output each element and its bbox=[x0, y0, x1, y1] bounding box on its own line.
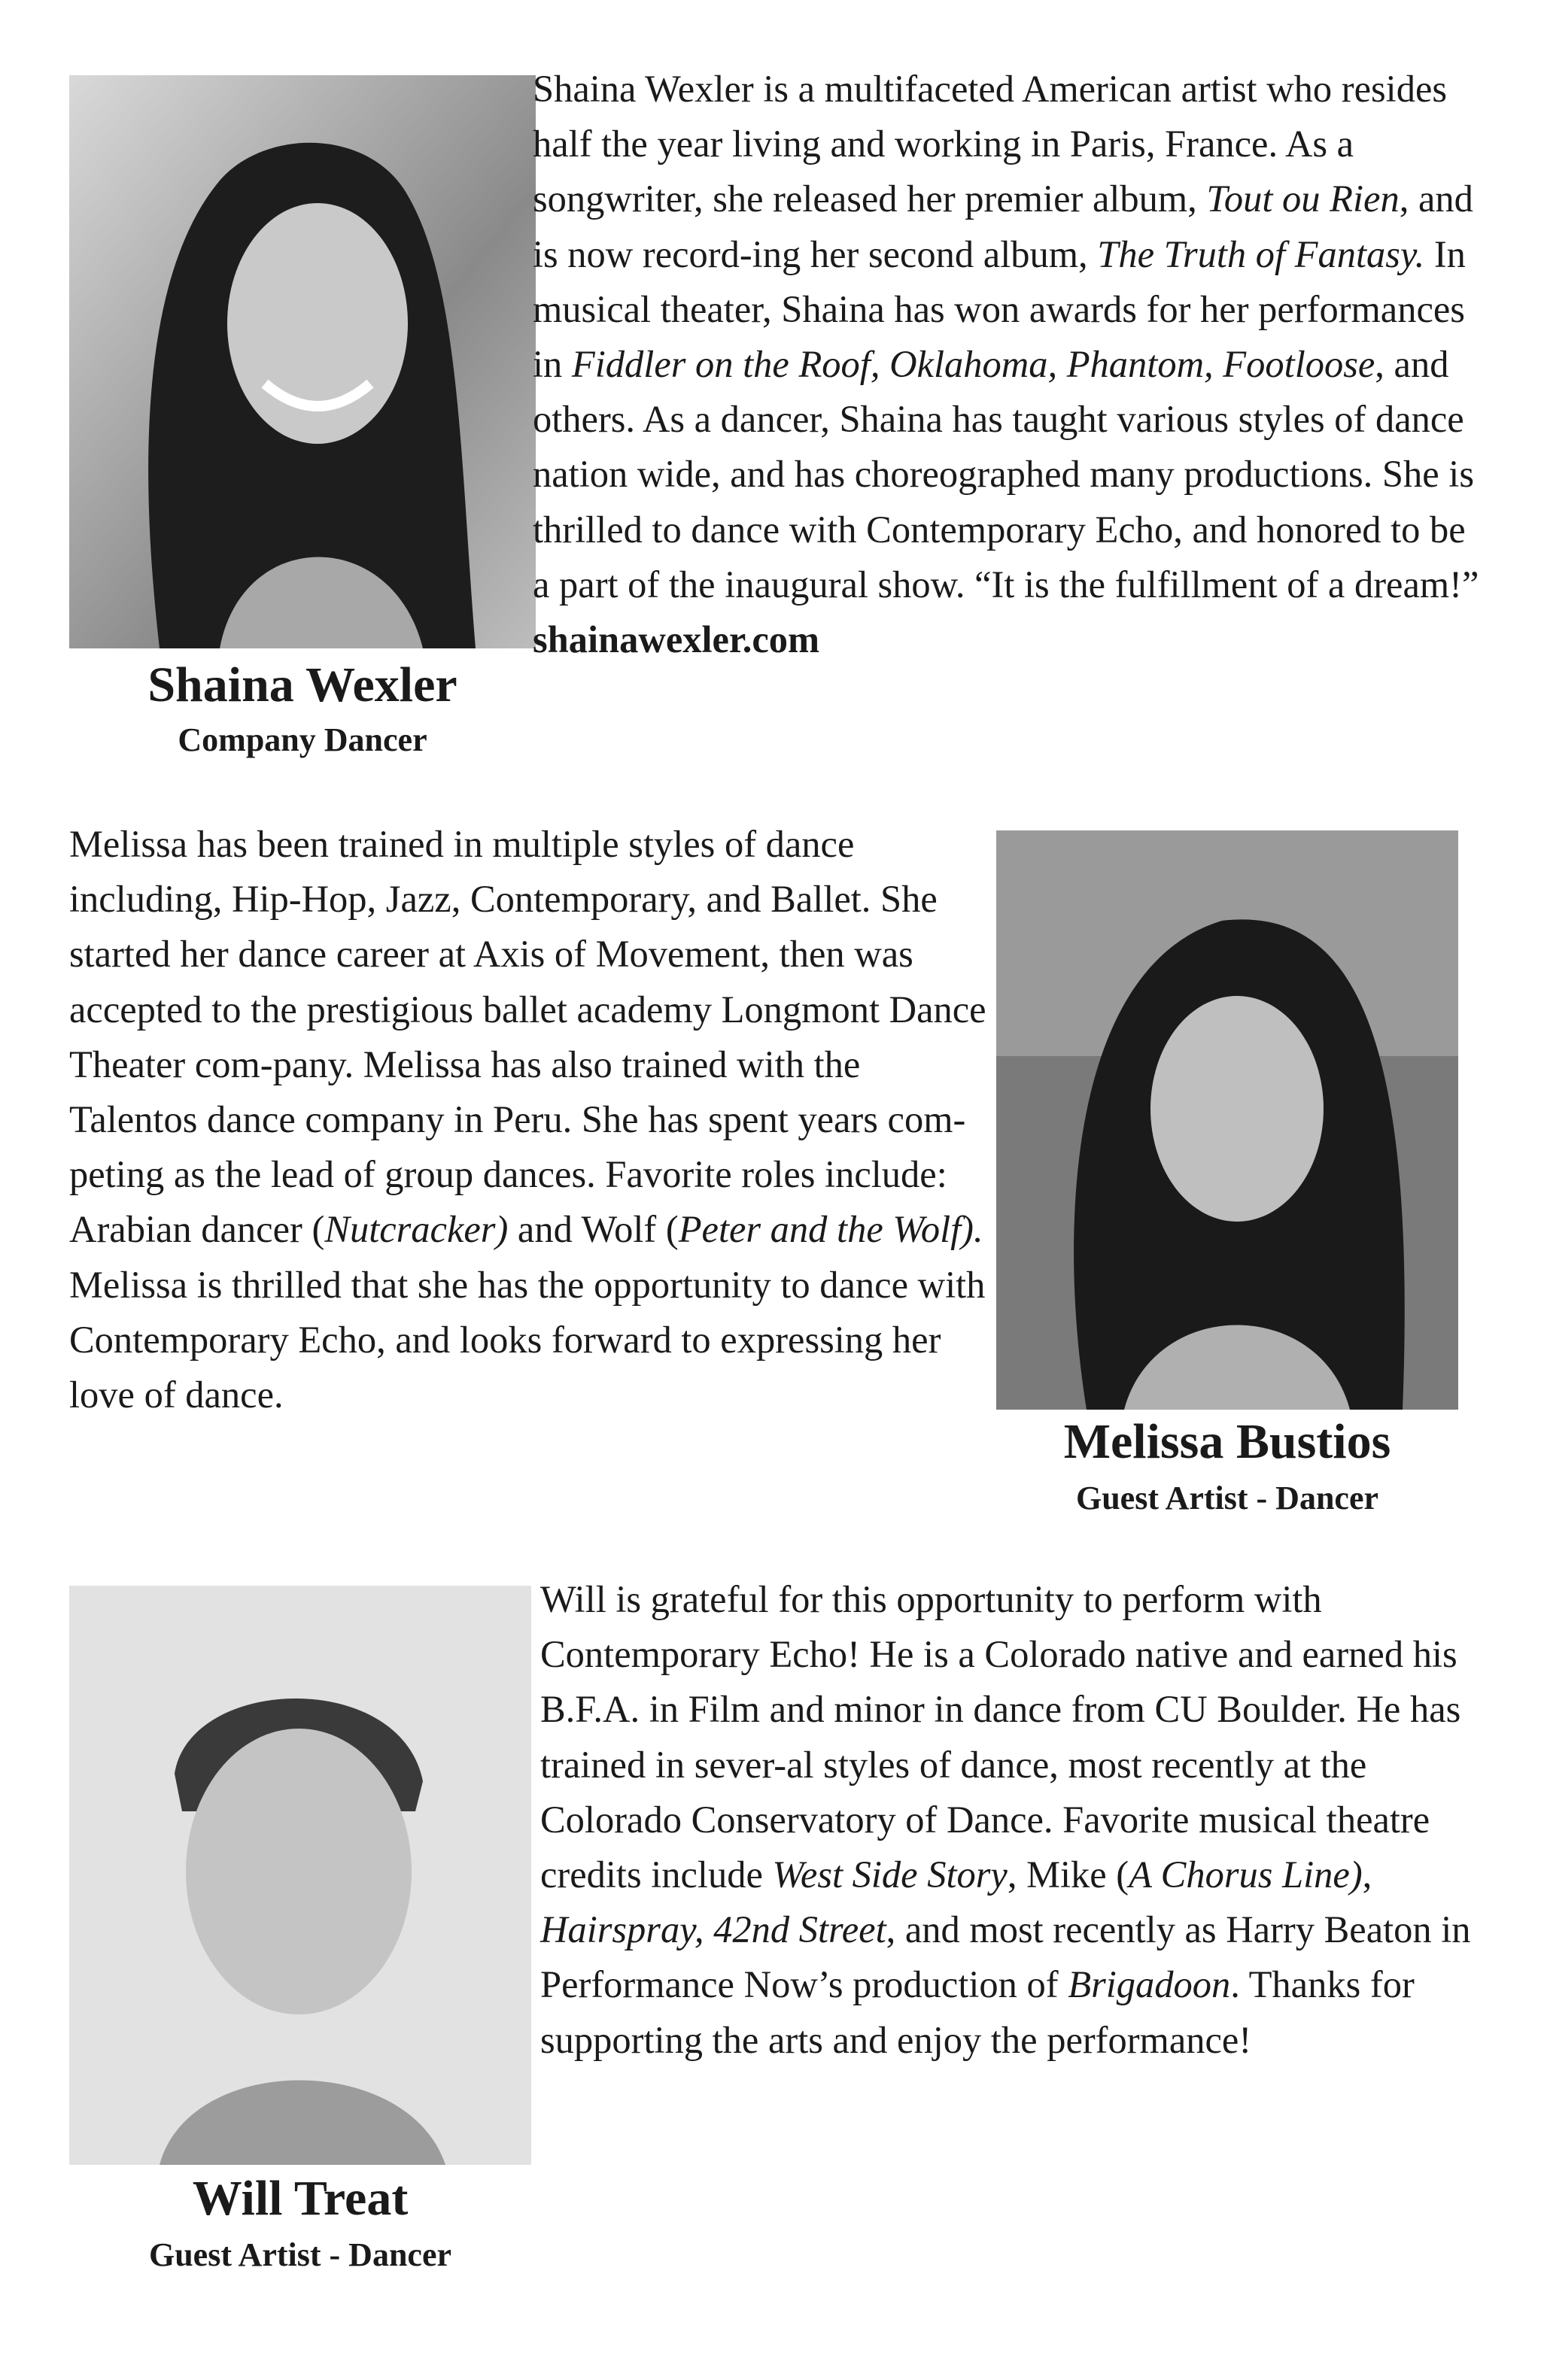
bio-text-run: Melissa has been trained in multiple styles of dance including, Hip-Hop, Jazz, Contemporary, and Ballet. She started her dance career at Axis of Movement, then was accepted to the prestigious ballet academy Longmont Dance Theater com-pany. Melissa has also trained with the Talentos dance company in Peru. She has spent years com-peting as the lead of group dances. Favorite roles include: Arabian dancer ( bbox=[69, 823, 986, 1251]
bio-text-run: , and is now record-ing her second album, bbox=[533, 178, 1473, 275]
melissa-bustios-bio bbox=[69, 817, 995, 1422]
bio-paragraph bbox=[533, 62, 1481, 667]
shaina-wexler-bio bbox=[533, 62, 1481, 667]
shaina-wexler-role: Company Dancer bbox=[178, 721, 427, 758]
bio-text-run: Shaina Wexler is a multifaceted American artist who resides half the year living and working in Paris, France. As a songwriter, she released her premier album, bbox=[533, 68, 1448, 220]
bio-italic-run: A Chorus Line) bbox=[1129, 1853, 1363, 1896]
melissa-bustios-role: Guest Artist - Dancer bbox=[1075, 1480, 1378, 1516]
bio-bold-run: shainawexler.com bbox=[533, 618, 820, 661]
will-treat-bio bbox=[540, 1572, 1481, 2068]
bio-paragraph bbox=[69, 817, 995, 1422]
melissa-bustios-name: Melissa Bustios bbox=[1063, 1414, 1391, 1469]
bio-italic-run: West Side Story bbox=[772, 1853, 1008, 1896]
bio-paragraph bbox=[540, 1572, 1481, 2068]
bio-italic-run: Hairspray, 42nd Street bbox=[540, 1908, 886, 1951]
bio-italic-run: Peter and the Wolf). bbox=[678, 1208, 983, 1251]
will-treat-role: Guest Artist - Dancer bbox=[148, 2236, 451, 2273]
bio-italic-run: Nutcracker) bbox=[324, 1208, 509, 1251]
bio-italic-run: Brigadoon bbox=[1068, 1963, 1231, 2006]
bio-text-run: , bbox=[1362, 1853, 1372, 1896]
bio-italic-run: The Truth of Fantasy. bbox=[1097, 232, 1425, 275]
bio-text-run: Melissa is thrilled that she has the opportunity to dance with Contemporary Echo, and looks forward to expressing her love of dance. bbox=[69, 1263, 986, 1416]
melissa-bustios-photo bbox=[996, 830, 1458, 1410]
bio-text-run: , and others. As a dancer, Shaina has taught various styles of dance nation wide, and has choreographed many productions. She is thrilled to dance with Contemporary Echo, and honored to be a part of the inaugural show. “It is the fulfillment of a dream!” bbox=[533, 343, 1479, 606]
bio-text-run: Will is grateful for this opportunity to perform with Contemporary Echo! He is a Colorado native and earned his B.F.A. in Film and minor in dance from CU Boulder. He has trained in sever-al styles of dance, most recently at the Colorado Conservatory of Dance. Favorite musical theatre credits include bbox=[540, 1578, 1461, 1896]
shaina-wexler-name: Shaina Wexler bbox=[147, 657, 457, 712]
bio-text-run: . Thanks for supporting the arts and enjoy the performance! bbox=[540, 1963, 1415, 2061]
bio-text-run: , and most recently as Harry Beaton in Performance Now’s production of bbox=[540, 1908, 1471, 2006]
bio-italic-run: Tout ou Rien bbox=[1206, 178, 1400, 220]
will-treat-photo bbox=[69, 1586, 531, 2165]
bio-text-run: and Wolf ( bbox=[508, 1208, 679, 1251]
shaina-wexler-photo bbox=[69, 75, 536, 648]
bio-text-run: In musical theater, Shaina has won awards for her performances in bbox=[533, 232, 1466, 386]
will-treat-name: Will Treat bbox=[192, 2171, 409, 2226]
bio-italic-run: Fiddler on the Roof, Oklahoma, Phantom, Footloose bbox=[571, 343, 1375, 386]
bio-text-run: , Mike ( bbox=[1007, 1853, 1129, 1896]
